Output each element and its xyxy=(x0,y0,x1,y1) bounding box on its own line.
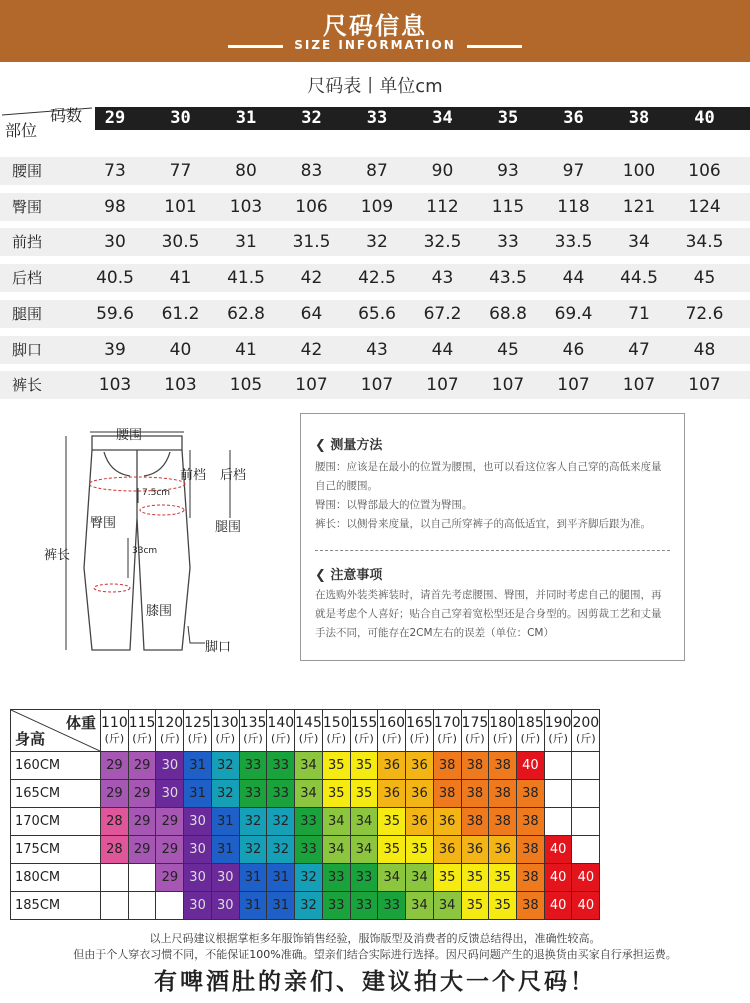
size-cell: 35 xyxy=(406,836,434,864)
weight-value: 200 xyxy=(572,714,600,731)
size-cell: 30 xyxy=(184,836,212,864)
diagram-knee-label: 膝围 xyxy=(146,604,173,619)
size-cell: 38 xyxy=(433,780,461,808)
weight-header xyxy=(544,710,572,752)
size-cell: 32 xyxy=(267,808,295,836)
weight-unit: (斤) xyxy=(492,731,513,745)
size-row-value: 30 xyxy=(104,232,126,253)
size-row-value: 93 xyxy=(497,161,519,181)
size-cell: 29 xyxy=(156,864,184,892)
size-row-value: 43 xyxy=(431,268,454,289)
size-header-34: 34 xyxy=(432,108,453,128)
size-row-value: 106 xyxy=(295,196,328,217)
size-cell: 33 xyxy=(267,752,295,780)
size-cell: 35 xyxy=(322,752,350,780)
size-cell: 30 xyxy=(211,864,239,892)
size-cell xyxy=(572,752,600,780)
weight-header xyxy=(156,710,184,752)
weight-unit: (斤) xyxy=(215,731,236,745)
size-row-value: 106 xyxy=(688,161,721,181)
diagram-rise-mark: 7.5cm xyxy=(142,488,171,498)
size-row-label: 脚口 xyxy=(12,340,43,359)
weight-header xyxy=(239,710,267,752)
weight-header xyxy=(461,710,489,752)
weight-unit: (斤) xyxy=(298,731,319,745)
size-row-value: 47 xyxy=(628,339,650,360)
size-row-value: 45 xyxy=(693,268,716,289)
size-cell: 34 xyxy=(322,836,350,864)
weight-grid-row xyxy=(11,892,600,920)
weight-grid-row xyxy=(11,808,600,836)
size-cell: 30 xyxy=(184,864,212,892)
size-cell: 31 xyxy=(211,836,239,864)
measure-line-length: 裤长：以侧骨来度量，以自己所穿裤子的高低适宜，到平齐脚后跟为准。 xyxy=(315,518,651,530)
pants-outline xyxy=(40,418,250,668)
size-cell: 38 xyxy=(517,808,545,836)
size-row-value: 80 xyxy=(235,161,257,181)
weight-header xyxy=(295,710,323,752)
size-row-value: 77 xyxy=(169,161,192,181)
size-row-value: 41 xyxy=(235,339,257,360)
size-row-value: 32 xyxy=(366,232,388,253)
size-row-value: 41 xyxy=(169,268,192,289)
size-cell: 38 xyxy=(517,864,545,892)
size-cell: 33 xyxy=(322,892,350,920)
size-row-value: 98 xyxy=(104,196,126,217)
size-cell xyxy=(101,864,129,892)
size-header-32: 32 xyxy=(301,108,322,128)
size-cell: 32 xyxy=(295,864,323,892)
size-row-value: 115 xyxy=(491,196,525,217)
weight-header xyxy=(101,710,129,752)
size-row-value: 87 xyxy=(366,161,388,181)
weight-unit: (斤) xyxy=(104,731,125,745)
size-cell: 31 xyxy=(267,892,295,920)
size-row-value: 105 xyxy=(229,375,263,396)
size-cell: 35 xyxy=(433,864,461,892)
size-cell: 38 xyxy=(489,752,517,780)
diagram-front-rise-label: 前档 xyxy=(180,468,207,483)
size-cell: 38 xyxy=(433,752,461,780)
size-cell: 31 xyxy=(267,864,295,892)
weight-header xyxy=(128,710,156,752)
size-row-value: 59.6 xyxy=(96,303,134,324)
measure-method-heading: ❮ 测量方法 xyxy=(315,438,383,453)
size-row-value: 44 xyxy=(562,268,585,289)
size-row-value: 68.8 xyxy=(489,303,527,324)
weight-value: 110 xyxy=(101,714,128,731)
size-cell: 38 xyxy=(461,780,489,808)
weight-value: 125 xyxy=(184,714,211,731)
size-row-value: 43 xyxy=(366,339,388,360)
size-cell: 36 xyxy=(406,752,434,780)
pants-diagram xyxy=(40,418,250,668)
weight-unit: (斤) xyxy=(187,731,208,745)
size-cell xyxy=(572,808,600,836)
height-label: 175CM xyxy=(11,836,101,864)
size-cell: 30 xyxy=(156,780,184,808)
weight-grid-row xyxy=(11,752,600,780)
size-row-value: 41.5 xyxy=(227,268,265,289)
size-cell: 36 xyxy=(433,836,461,864)
weight-value: 180 xyxy=(489,714,517,731)
notes-divider xyxy=(315,550,670,551)
size-cell: 33 xyxy=(350,864,378,892)
weight-header xyxy=(322,710,350,752)
size-cell: 31 xyxy=(184,780,212,808)
size-cell: 34 xyxy=(378,864,406,892)
size-row-value: 100 xyxy=(622,161,656,181)
size-row-value: 62.8 xyxy=(227,303,265,324)
size-cell: 30 xyxy=(211,892,239,920)
weight-value: 150 xyxy=(322,714,350,731)
size-cell: 34 xyxy=(433,892,461,920)
size-row-value: 44.5 xyxy=(620,268,658,289)
size-row-value: 42 xyxy=(300,339,323,360)
size-row-value: 107 xyxy=(295,375,328,396)
size-row-value: 61.2 xyxy=(161,303,200,324)
size-cell: 33 xyxy=(267,780,295,808)
size-row-value: 40.5 xyxy=(96,268,134,289)
diagram-length-label: 裤长 xyxy=(44,548,71,563)
size-cell: 28 xyxy=(101,836,129,864)
size-row-label: 臀围 xyxy=(12,197,43,216)
size-cell: 29 xyxy=(128,836,156,864)
size-row-value: 118 xyxy=(557,196,590,217)
weight-header xyxy=(184,710,212,752)
height-label: 185CM xyxy=(11,892,101,920)
weight-header xyxy=(433,710,461,752)
size-cell: 33 xyxy=(322,864,350,892)
size-row-value: 109 xyxy=(360,196,394,217)
size-cell: 34 xyxy=(322,808,350,836)
weight-value: 165 xyxy=(406,714,433,731)
size-row-value: 43.5 xyxy=(489,268,527,289)
size-row-value: 33.5 xyxy=(554,232,593,253)
size-row-value: 103 xyxy=(164,375,197,396)
weight-header xyxy=(572,710,600,752)
weight-value: 135 xyxy=(239,714,267,731)
measure-method-title: 测量方法 xyxy=(330,438,383,453)
size-cell: 38 xyxy=(517,780,545,808)
size-cell: 38 xyxy=(489,780,517,808)
size-row-value: 46 xyxy=(562,339,585,360)
size-cell: 32 xyxy=(211,780,239,808)
size-cell: 33 xyxy=(295,808,323,836)
size-cell: 36 xyxy=(378,780,406,808)
size-cell: 32 xyxy=(295,892,323,920)
size-cell xyxy=(544,808,572,836)
size-row-value: 107 xyxy=(557,375,590,396)
size-cell: 30 xyxy=(184,808,212,836)
size-row-value: 103 xyxy=(229,196,263,217)
height-label: 160CM xyxy=(11,752,101,780)
weight-value: 170 xyxy=(433,714,461,731)
size-cell: 29 xyxy=(156,808,184,836)
size-cell: 32 xyxy=(239,836,267,864)
size-row-value: 90 xyxy=(431,161,454,181)
size-cell: 35 xyxy=(489,892,517,920)
size-cell: 38 xyxy=(461,808,489,836)
weight-header xyxy=(489,710,517,752)
weight-value: 190 xyxy=(544,714,572,731)
size-cell xyxy=(572,836,600,864)
size-row-value: 48 xyxy=(693,339,716,360)
size-cell: 35 xyxy=(489,864,517,892)
size-cell: 34 xyxy=(350,808,378,836)
size-row-value: 33 xyxy=(497,232,519,253)
size-header-36: 36 xyxy=(563,108,584,128)
size-cell: 33 xyxy=(239,780,267,808)
size-row-value: 42 xyxy=(300,268,323,289)
size-cell: 33 xyxy=(239,752,267,780)
weight-value: 175 xyxy=(461,714,489,731)
weight-unit: (斤) xyxy=(354,731,374,745)
size-header-38: 38 xyxy=(628,108,650,128)
weight-value: 120 xyxy=(156,714,184,731)
size-cell: 35 xyxy=(350,752,378,780)
size-cell: 33 xyxy=(295,836,323,864)
size-cell: 31 xyxy=(184,752,212,780)
size-row-value: 39 xyxy=(104,339,126,360)
size-cell: 30 xyxy=(184,892,212,920)
size-row-value: 31 xyxy=(235,232,257,253)
size-cell: 28 xyxy=(101,808,129,836)
grid-weight-label: 体重 xyxy=(65,714,96,732)
weight-header xyxy=(378,710,406,752)
size-cell: 40 xyxy=(544,864,572,892)
size-row-value: 107 xyxy=(360,375,394,396)
size-cell: 40 xyxy=(517,752,545,780)
size-row-value: 40 xyxy=(169,339,192,360)
banner-title: 尺码信息 xyxy=(323,12,427,40)
size-row-value: 107 xyxy=(688,375,721,396)
height-label: 180CM xyxy=(11,864,101,892)
size-cell: 29 xyxy=(101,752,129,780)
size-cell: 35 xyxy=(461,892,489,920)
size-cell: 38 xyxy=(517,836,545,864)
diagram-hem-label: 脚口 xyxy=(205,640,232,655)
height-label: 165CM xyxy=(11,780,101,808)
size-row-value: 124 xyxy=(688,196,721,217)
measure-line-waist: 腰围：应该是在最小的位置为腰围，也可以看这位客人自己穿的高低来度量自己的腰围。 xyxy=(315,461,662,492)
size-cell: 40 xyxy=(572,864,600,892)
weight-unit: (斤) xyxy=(132,731,152,745)
size-cell: 35 xyxy=(378,808,406,836)
size-cell: 33 xyxy=(378,892,406,920)
size-cell: 36 xyxy=(406,780,434,808)
weight-value: 140 xyxy=(267,714,295,731)
size-cell: 40 xyxy=(572,892,600,920)
attention-heading: ❮ 注意事项 xyxy=(315,568,383,583)
grid-height-label: 身高 xyxy=(15,730,46,748)
weight-value: 155 xyxy=(350,714,378,731)
attention-text: 在选购外装类裤装时，请首先考虑腰围、臀围，并同时考虑自己的腿围，再就是考虑个人喜好；贴合自己穿着宽松型还是合身型的。因剪裁工艺和丈量手法不同，可能存在2CM左右的误差（单位：CM） xyxy=(315,589,662,639)
diagram-waist-label: 腰围 xyxy=(116,428,143,443)
weight-value: 185 xyxy=(517,714,544,731)
size-cell: 34 xyxy=(406,864,434,892)
weight-grid-row xyxy=(11,864,600,892)
size-row-value: 112 xyxy=(426,196,459,217)
size-cell xyxy=(101,892,129,920)
size-row-value: 97 xyxy=(562,161,585,181)
size-row-value: 44 xyxy=(431,339,454,360)
footer-slogan: 有啤酒肚的亲们、建议拍大一个尺码！ xyxy=(154,968,596,995)
size-cell: 34 xyxy=(406,892,434,920)
weight-unit: (斤) xyxy=(576,731,596,745)
weight-unit: (斤) xyxy=(160,731,180,745)
size-cell: 32 xyxy=(239,808,267,836)
weight-grid-row xyxy=(11,836,600,864)
size-row-value: 72.6 xyxy=(685,303,724,324)
size-cell: 38 xyxy=(489,808,517,836)
weight-value: 145 xyxy=(295,714,322,731)
size-header-40: 40 xyxy=(694,108,715,128)
size-row-value: 34 xyxy=(628,232,650,253)
weight-header xyxy=(406,710,434,752)
size-cell xyxy=(544,780,572,808)
size-row-value: 107 xyxy=(622,375,656,396)
diagram-inseam-mark: 33cm xyxy=(132,546,158,556)
height-label: 170CM xyxy=(11,808,101,836)
size-cell xyxy=(156,892,184,920)
size-cell: 32 xyxy=(267,836,295,864)
footer-note-1: 以上尺码建议根据掌柜多年服饰销售经验，服饰版型及消费者的反馈总结得出，准确性较高。 xyxy=(149,932,601,945)
size-row-value: 45 xyxy=(497,339,519,360)
weight-unit: (斤) xyxy=(548,731,568,745)
weight-unit: (斤) xyxy=(437,731,457,745)
size-row-value: 107 xyxy=(426,375,459,396)
size-row-value: 67.2 xyxy=(423,303,462,324)
size-cell: 34 xyxy=(350,836,378,864)
size-cell: 34 xyxy=(295,752,323,780)
size-header-33: 33 xyxy=(366,108,388,128)
size-row-label: 腰围 xyxy=(12,162,43,180)
size-row-value: 83 xyxy=(300,161,323,181)
size-cell: 34 xyxy=(295,780,323,808)
weight-header xyxy=(211,710,239,752)
weight-value: 115 xyxy=(128,714,156,731)
size-cell: 29 xyxy=(101,780,129,808)
size-cell: 35 xyxy=(322,780,350,808)
size-cell: 35 xyxy=(350,780,378,808)
size-cell: 36 xyxy=(406,808,434,836)
weight-unit: (斤) xyxy=(243,731,263,745)
size-cell: 29 xyxy=(156,836,184,864)
weight-header xyxy=(350,710,378,752)
attention-title: 注意事项 xyxy=(330,568,383,583)
size-row-value: 32.5 xyxy=(423,232,462,253)
size-cell: 38 xyxy=(517,892,545,920)
size-cell: 29 xyxy=(128,752,156,780)
size-cell: 35 xyxy=(461,864,489,892)
diagram-back-rise-label: 后档 xyxy=(220,468,247,483)
weight-height-grid xyxy=(10,709,600,920)
weight-unit: (斤) xyxy=(409,731,430,745)
size-cell xyxy=(572,780,600,808)
size-row-value: 42.5 xyxy=(358,268,396,289)
size-chart-title: 尺码表丨单位cm xyxy=(307,76,443,97)
weight-header xyxy=(517,710,545,752)
size-cell: 29 xyxy=(128,808,156,836)
size-row-label: 裤长 xyxy=(12,376,43,395)
grid-corner xyxy=(11,710,101,752)
footer-note-2: 但由于个人穿衣习惯不同，不能保证100%准确。望亲们结合实际进行选择。因尺码问题产生的退换货由买家自行承担运费。 xyxy=(73,948,677,961)
size-row-value: 30.5 xyxy=(161,232,200,253)
banner-subtitle: SIZE INFORMATION xyxy=(294,38,456,52)
size-cell: 36 xyxy=(461,836,489,864)
size-cell: 29 xyxy=(128,780,156,808)
size-cell xyxy=(544,752,572,780)
size-row-value: 101 xyxy=(164,196,197,217)
size-row-label: 腿围 xyxy=(12,304,43,323)
weight-header xyxy=(267,710,295,752)
size-row-value: 65.6 xyxy=(358,303,396,324)
size-cell: 35 xyxy=(378,836,406,864)
size-cell: 40 xyxy=(544,892,572,920)
size-header-35: 35 xyxy=(497,108,519,128)
size-row-value: 71 xyxy=(628,303,650,324)
measurement-notes-box xyxy=(300,413,685,661)
diagram-hip-label: 臀围 xyxy=(90,516,117,531)
weight-value: 130 xyxy=(211,714,239,731)
weight-value: 160 xyxy=(378,714,406,731)
weight-unit: (斤) xyxy=(465,731,485,745)
size-row-label: 后档 xyxy=(12,269,43,288)
size-cell: 31 xyxy=(239,864,267,892)
weight-unit: (斤) xyxy=(520,731,541,745)
measure-method-text xyxy=(315,458,670,534)
size-header-30: 30 xyxy=(170,108,191,128)
size-cell: 32 xyxy=(211,752,239,780)
size-cell: 40 xyxy=(544,836,572,864)
measure-line-hip: 臀围：以臀部最大的位置为臀围。 xyxy=(315,499,473,511)
size-cell: 30 xyxy=(156,752,184,780)
size-row-value: 73 xyxy=(104,161,126,181)
size-cell: 38 xyxy=(461,752,489,780)
size-cell: 31 xyxy=(239,892,267,920)
size-cell: 36 xyxy=(489,836,517,864)
size-row-value: 121 xyxy=(622,196,656,217)
corner-part-label: 部位 xyxy=(5,121,38,140)
size-row-value: 69.4 xyxy=(554,303,593,324)
size-cell: 36 xyxy=(378,752,406,780)
weight-grid-row xyxy=(11,780,600,808)
size-row-value: 34.5 xyxy=(685,232,724,253)
weight-unit: (斤) xyxy=(381,731,402,745)
size-row-value: 103 xyxy=(98,375,132,396)
weight-unit: (斤) xyxy=(270,731,291,745)
size-header-31: 31 xyxy=(235,108,257,128)
size-cell: 31 xyxy=(211,808,239,836)
size-cell: 36 xyxy=(433,808,461,836)
corner-size-label: 码数 xyxy=(50,106,83,125)
size-row-value: 107 xyxy=(491,375,525,396)
size-row-value: 31.5 xyxy=(292,232,331,253)
size-cell xyxy=(128,864,156,892)
size-header-29: 29 xyxy=(104,108,126,128)
size-cell: 33 xyxy=(350,892,378,920)
size-cell xyxy=(128,892,156,920)
size-row-label: 前挡 xyxy=(12,233,43,252)
weight-unit: (斤) xyxy=(326,731,347,745)
size-row-value: 64 xyxy=(300,303,323,324)
diagram-thigh-label: 腿围 xyxy=(215,520,242,535)
